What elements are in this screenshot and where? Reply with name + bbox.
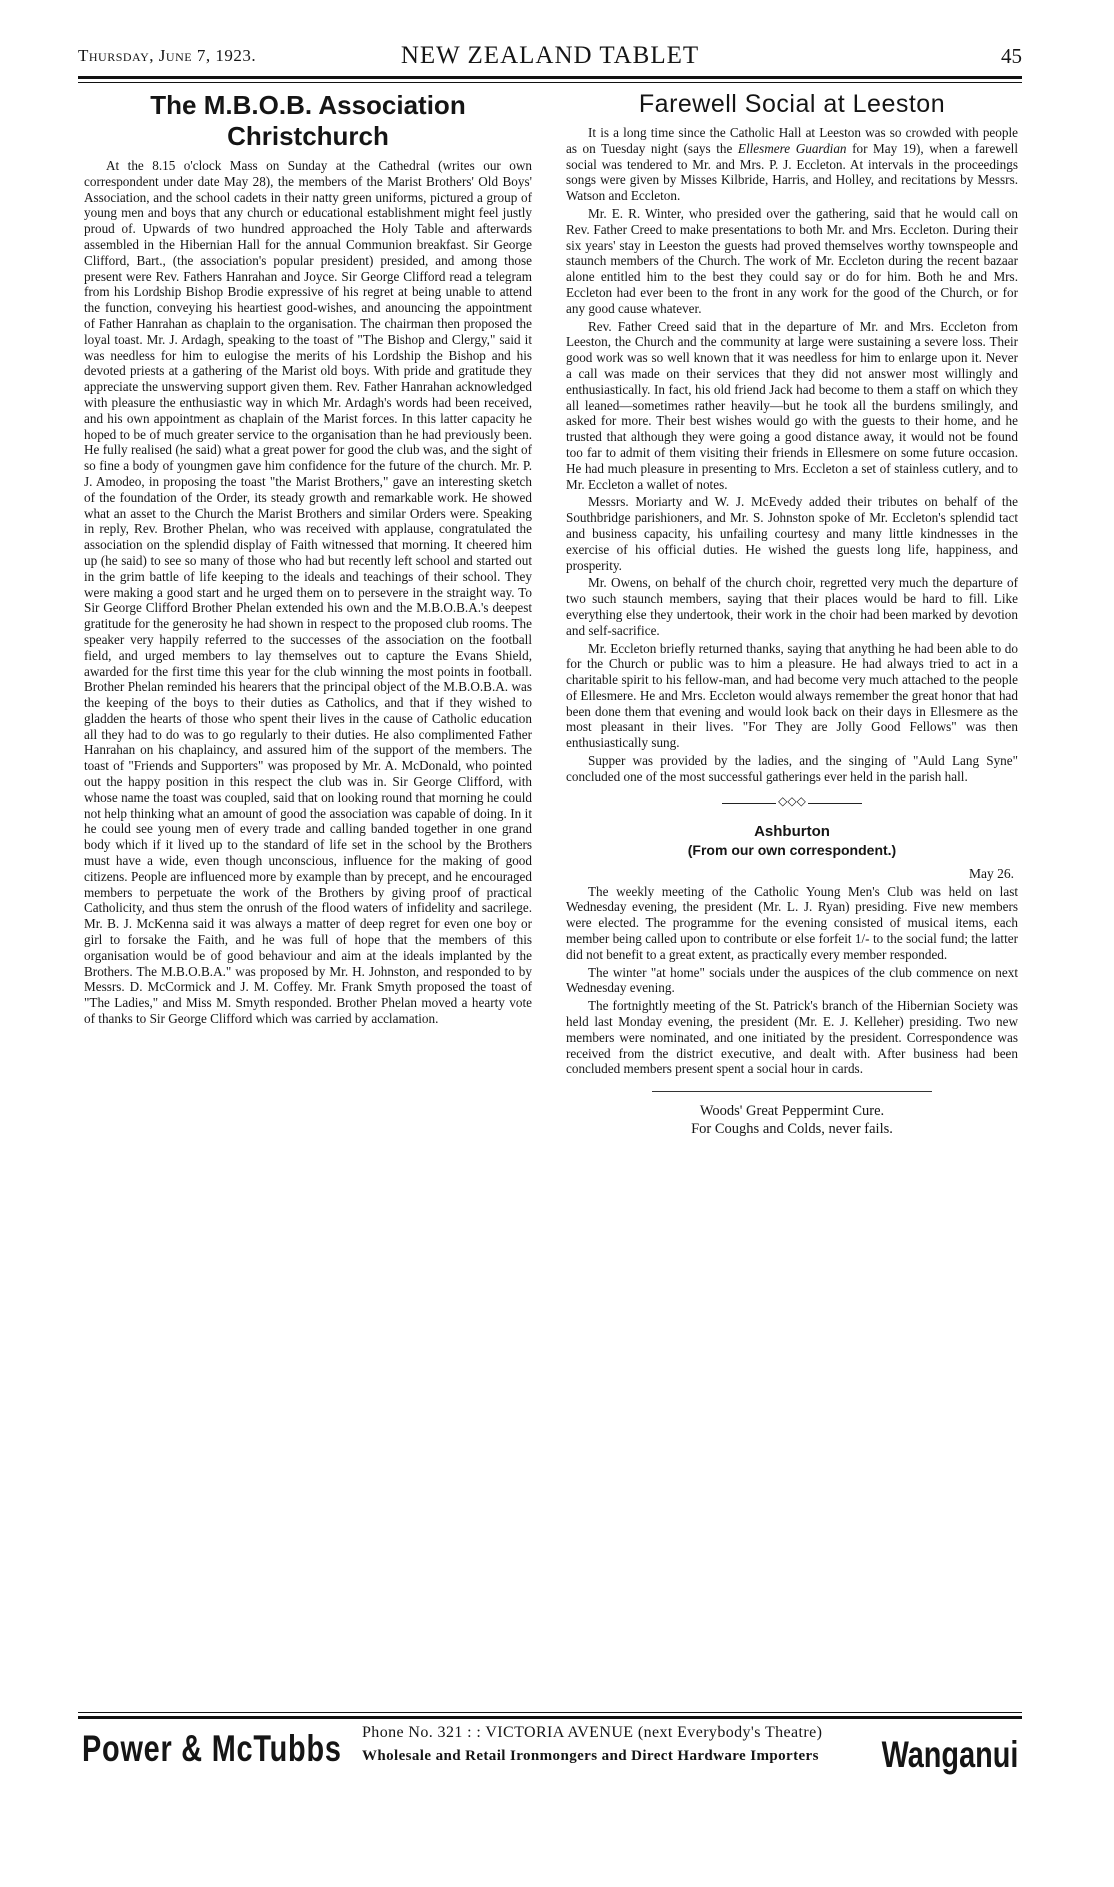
article-lead-paragraph (566, 125, 1018, 204)
footer-advert (78, 1722, 1022, 1782)
advert-line-2: For Coughs and Colds, never fails. (691, 1121, 893, 1138)
left-column (84, 90, 532, 1027)
page-number: 45 (1001, 44, 1022, 68)
ashburton-subtitle: (From our own correspondent.) (687, 841, 897, 858)
advertiser-trade: Wholesale and Retail Ironmongers and Direct Hardware Importers (362, 1748, 819, 1764)
article-paragraph: Messrs. Moriarty and W. J. McEvedy added their tributes on behalf of the Southbridge parishioners, and Mr. S. Johnston spoke of Mr. Eccleton's splendid tact and business capacity, his unfailing courtesy and many little kindnesses in the exercise of his official duties. He wished the guests long life, happiness, and prosperity. (566, 494, 1018, 573)
lead-text-continued: for May 19), when a farewell social was tendered to Mr. and Mrs. P. J. Eccleton. At intervals in the proceedings songs were given by Misses Kilbride, Harris, and Holley, and recitations by Messrs. Watson and Eccleton. (566, 140, 1019, 204)
section-divider (722, 793, 862, 809)
advertiser-details (362, 1724, 832, 1765)
article-paragraph: Rev. Father Creed said that in the departure of Mr. and Mrs. Eccleton from Leeston, the Church and the community at large were sustaining a severe loss. Their good work was so well known that it was needless for him to enlarge upon it. Never a call was made on their services that they did not answer most willingly and enthusiastically. In fact, his old friend Jack had become to them a staff on which they all leaned—sometimes rather heavily—but he took all the burdens smilingly, and asked for more. Their best wishes would go with the guests to their home, and he trusted that although they were going a good distance away, it would not be found too far to admit of them visiting their friends in Ellesmere on some future occasion. He had much pleasure in presenting to Mrs. Eccleton a set of stainless cutlery, and to Mr. Eccleton a wallet of notes. (566, 318, 1018, 492)
page-header (78, 40, 1022, 80)
advertiser-phone: Phone No. 321 : : VICTORIA AVENUE (next Everybody's Theatre) (362, 1724, 823, 1741)
advertiser-brand: Power & McTubbs (82, 1728, 342, 1769)
article-paragraph: Mr. E. R. Winter, who presided over the gathering, said that he would call on Rev. Father Creed to make presentations to both Mr. and Mrs. Eccleton. During their six years' stay in Leeston the guests had proved themselves worthy townspeople and staunch members of the Church. The work of Mr. Eccleton during the recent bazaar alone entitled him to the best they could say or do for him. Both he and Mrs. Eccleton had ever been to the front in any work for the good of the Church, or for any good cause whatever. (566, 205, 1018, 316)
divider-line (808, 803, 862, 804)
article-paragraph: The weekly meeting of the Catholic Young Men's Club was held on last Wednesday evening, the president (Mr. L. J. Ryan) presiding. Five new members were elected. The programme for the evening consisted of musical items, each member being called upon to contribute or else forfeit 1/- to the social fund; the latter did not benefit to a great extent, as practically every member responded. (566, 883, 1018, 962)
article-paragraph: At the 8.15 o'clock Mass on Sunday at the Cathedral (writes our own correspondent under date May 28), the members of the Marist Brothers' Old Boys' Association, and the school cadets in their natty green uniforms, pictured a group of young men and boys that any church or educational establishment might feel justly proud of. Upwards of two hundred approached the Holy Table and afterwards assembled in the Hibernian Hall for the annual Communion breakfast. Sir George Clifford, Bart., (the association's popular president) presided, and among those present were Rev. Fathers Hanrahan and Joyce. Sir George Clifford read a telegram from his Lordship Bishop Brodie expressive of his regret at being unable to attend the function, conveying his heartiest good-wishes, and anouncing the appointment of Father Hanrahan as chaplain to the organisation. The chairman then proposed the loyal toast. Mr. J. Ardagh, speaking to the toast of "The Bishop and Clergy," said it was needless for him to eulogise the merits of his Lordship the Bishop and his devoted priests at a gathering of the Marist old boys. With pride and gratitude they appreciate the unswerving support given them. Rev. Father Hanrahan acknowledged with pleasure the enthusiastic way in which Mr. Ardagh's words had been received, and his own appointment as chaplain of the Marist forces. In this latter capacity he hoped to be of much greater service to the organisation than he had previously been. He fully realised (he said) what a great power for good the club was, and the sight of so fine a body of youngmen gave him confidence for the future of the church. Mr. P. J. Amodeo, in proposing the toast "the Marist Brothers," gave an interesting sketch of the foundation of the Order, its steady growth and remarkable work. He showed what an asset to the Church the Marist Brothers and similar Orders were. Speaking in reply, Rev. Brother Phelan, who was received with applause, congratulated the association on the splendid display of Faith witnessed that morning. It cheered him up (he said) to see so many of those who had but recently left school and started out in the grim battle of life keeping to the ideals and teachings of their school. They were making a good start and he urged them on to persevere in the straight way. To Sir George Clifford Brother Phelan extended his own and the M.B.O.B.A.'s deepest gratitude for the generosity he had shown in respect to the proposed club rooms. The speaker very happily referred to the successes of the association on the football field, and urged members to lay themselves out to capture the Evans Shield, awarded for the first time this year for the club winning the most points in football. Brother Phelan reminded his hearers that the principal object of the M.B.O.B.A. was the keeping of the boys to their duties as Catholics, and that if they wished to gladden the hearts of those who spent their lives in the cause of Catholic education all they had to do was to go regularly to their duties. He also complimented Father Hanrahan on his chaplaincy, and assured him of the support of the members. The toast of "Friends and Supporters" was proposed by Mr. A. McDonald, who pointed out the happy position in this respect the club was in. Sir George Clifford, with whose name the toast was coupled, said that on looking round that morning he could not help thinking what an amount of good the association was capable of doing. In it he could see young men of every trade and calling banded together in one grand body which if it lived up to the standard of life set in the school by the Brothers must have a wide, even though unconscious, influence for the making of good citizens. People are influenced more by example than by precept, and he encouraged members to perpetuate the work of the Brothers by giving proof of practical Catholicity, and thus stem the onrush of the flood waters of infidelity and sacrilege. Mr. B. J. McKenna said it was always a matter of deep regret for even one boy or girl to forsake the Faith, and he was full of hope that the members of this organisation would be of good behaviour and aim at the ideals implanted by the Brothers. The M.B.O.B.A." was proposed by Mr. H. Johnston, and responded to by Messrs. D. McCormick and J. M. Coffey. Mr. Frank Smyth proposed the toast of "The Ladies," and Miss M. Smyth responded. Brother Phelan moved a hearty vote of thanks to Sir George Clifford which was carried by acclamation. (84, 158, 532, 1027)
article-paragraph: The fortnightly meeting of the St. Patrick's branch of the Hibernian Society was held last Monday evening, the president (Mr. E. J. Kelleher) presiding. Two new members were nominated, and one initiated by the president. Correspondence was received from the district executive, and dealt with. After business had been concluded members present spent a social hour in cards. (566, 998, 1018, 1077)
article-title-mbob: The M.B.O.B. Association Christchurch (150, 90, 466, 151)
article-paragraph: The winter "at home" socials under the auspices of the club commence on next Wednesday evening. (566, 964, 1018, 996)
advertiser-town: Wanganui (881, 1734, 1018, 1775)
article-paragraph: Mr. Owens, on behalf of the church choir, regretted very much the departure of two such staunch members, saying that their places would be hard to fill. Like everything else they undertook, their work in the choir had been marked by devotion and self-sacrifice. (566, 575, 1018, 638)
newspaper-name: Ellesmere Guardian (737, 140, 847, 156)
header-rule (78, 76, 1022, 83)
ashburton-title: Ashburton (754, 822, 830, 840)
article-paragraph: Supper was provided by the ladies, and the singing of "Auld Lang Syne" concluded one of the most successful gatherings ever held in the parish hall. (566, 753, 1018, 784)
divider-ornament: ◇◇◇ (778, 793, 806, 808)
ashburton-dateline: May 26. (969, 865, 1014, 881)
issue-date: Thursday, June 7, 1923. (78, 46, 257, 65)
article-title-leeston: Farewell Social at Leeston (638, 90, 946, 118)
advert-rule (652, 1091, 932, 1092)
masthead: NEW ZEALAND TABLET (400, 42, 700, 69)
lead-text: It is a long time since the Catholic Hall at Leeston was so crowded with people as on Tuesday night (says the (566, 125, 1018, 156)
right-column (566, 90, 1018, 1138)
footer-rule (78, 1712, 1022, 1719)
advert-line-1: Woods' Great Peppermint Cure. (699, 1103, 885, 1120)
article-paragraph: Mr. Eccleton briefly returned thanks, saying that anything he had been able to do for the Church or public was to him a pleasure. He had always tried to act in a charitable spirit to his fellow-man, and had become very much attached to the people of Ellesmere. He and Mrs. Eccleton would always remember the great honor that had been done them that evening and would look back on their days in Ellesmere as the most pleasant in their lives. "For They are Jolly Good Fellows" was then enthusiastically sung. (566, 640, 1018, 751)
